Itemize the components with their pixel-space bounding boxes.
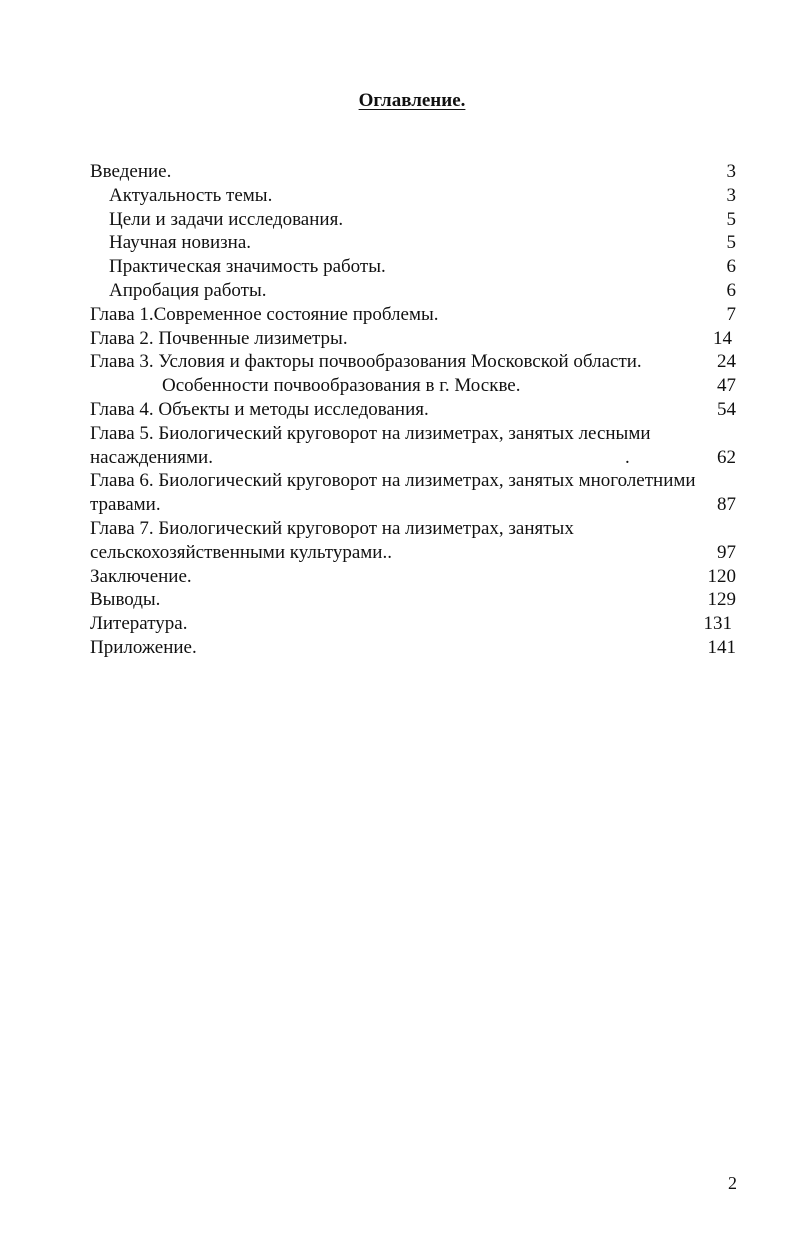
toc-entry-page: 14 bbox=[713, 327, 732, 349]
toc-entry-text: Актуальность темы. bbox=[109, 184, 273, 206]
toc-entry-chapter-7-cont bbox=[90, 541, 736, 565]
page-number: 2 bbox=[728, 1173, 737, 1193]
toc-entry-text: Практическая значимость работы. bbox=[109, 256, 386, 278]
toc-entry-literature bbox=[90, 612, 736, 636]
toc-entry-page: 6 bbox=[726, 256, 736, 278]
toc-entry-chapter-4 bbox=[90, 398, 736, 422]
toc-entry-page: 141 bbox=[707, 636, 736, 658]
toc-entry-moscow-features bbox=[90, 374, 736, 398]
toc-entry-text: Глава 4. Объекты и методы исследования. bbox=[90, 398, 429, 420]
toc-entry-text: Глава 5. Биологический круговорот на лизиметрах, занятых лесными bbox=[90, 422, 651, 444]
toc-entry-page: 3 bbox=[726, 184, 736, 206]
toc-entry-page: 120 bbox=[707, 565, 736, 587]
toc-entry-chapter-6-cont bbox=[90, 493, 736, 517]
toc-entry-page: 7 bbox=[726, 303, 736, 325]
toc-entry-chapter-7 bbox=[90, 517, 736, 541]
toc-entry-text: Глава 3. Условия и факторы почвообразования Московской области. bbox=[90, 351, 642, 373]
toc-entry-text: Заключение. bbox=[90, 565, 192, 587]
toc-entry-page: 24 bbox=[717, 351, 736, 373]
toc-entry-conclusion bbox=[90, 565, 736, 589]
toc-entry-page: 3 bbox=[726, 161, 736, 182]
toc-entry-appendix bbox=[90, 636, 736, 660]
toc-entry-page: 5 bbox=[726, 208, 736, 230]
toc-entry-text: травами. bbox=[90, 494, 161, 516]
toc-entry-text: Выводы. bbox=[90, 589, 161, 611]
toc-entry-significance bbox=[90, 255, 736, 279]
toc-entry-chapter-1 bbox=[90, 303, 736, 327]
toc-entry-text: Особенности почвообразования в г. Москве. bbox=[162, 375, 521, 397]
toc-entry-text: Цели и задачи исследования. bbox=[109, 208, 344, 230]
toc-entry-text: Апробация работы. bbox=[109, 279, 267, 301]
toc-entry-introduction bbox=[90, 160, 736, 184]
toc-entry-page: 54 bbox=[717, 398, 736, 420]
toc-entry-text: Приложение. bbox=[90, 636, 197, 658]
toc-entry-page: 62 bbox=[717, 446, 736, 468]
toc-entry-text: Глава 1.Современное состояние проблемы. bbox=[90, 303, 439, 325]
toc-entry-text: Научная новизна. bbox=[109, 232, 251, 254]
toc-entry-page: 47 bbox=[717, 375, 736, 397]
toc-entry-chapter-5 bbox=[90, 422, 736, 446]
toc-entry-goals bbox=[90, 208, 736, 232]
toc-entry-text: насаждениями. bbox=[90, 446, 213, 468]
toc-entry-chapter-6 bbox=[90, 469, 736, 493]
toc-entry-page: 97 bbox=[717, 541, 736, 563]
toc-entry-text: Введение. bbox=[90, 161, 172, 182]
stray-mark: . bbox=[625, 446, 630, 468]
toc-entry-text: Глава 6. Биологический круговорот на лизиметрах, занятых многолетними bbox=[90, 470, 696, 492]
toc-entry-chapter-5-cont bbox=[90, 446, 736, 470]
toc-entry-page: 131 bbox=[703, 613, 732, 635]
toc-entry-findings bbox=[90, 588, 736, 612]
toc-entry-approbation bbox=[90, 279, 736, 303]
toc-title: Оглавление. bbox=[358, 90, 466, 111]
toc-entry-text: Глава 7. Биологический круговорот на лизиметрах, занятых bbox=[90, 517, 574, 539]
toc-entry-relevance bbox=[90, 184, 736, 208]
table-of-contents bbox=[90, 160, 736, 660]
toc-entry-text: Глава 2. Почвенные лизиметры. bbox=[90, 327, 348, 349]
toc-entry-page: 5 bbox=[726, 232, 736, 254]
toc-entry-novelty bbox=[90, 231, 736, 255]
toc-entry-page: 6 bbox=[726, 279, 736, 301]
toc-entry-text: сельскохозяйственными культурами.. bbox=[90, 541, 392, 563]
toc-entry-page: 129 bbox=[707, 589, 736, 611]
toc-entry-chapter-3 bbox=[90, 350, 736, 374]
toc-entry-chapter-2 bbox=[90, 327, 736, 351]
toc-entry-page: 87 bbox=[717, 494, 736, 516]
toc-entry-text: Литература. bbox=[90, 613, 188, 635]
